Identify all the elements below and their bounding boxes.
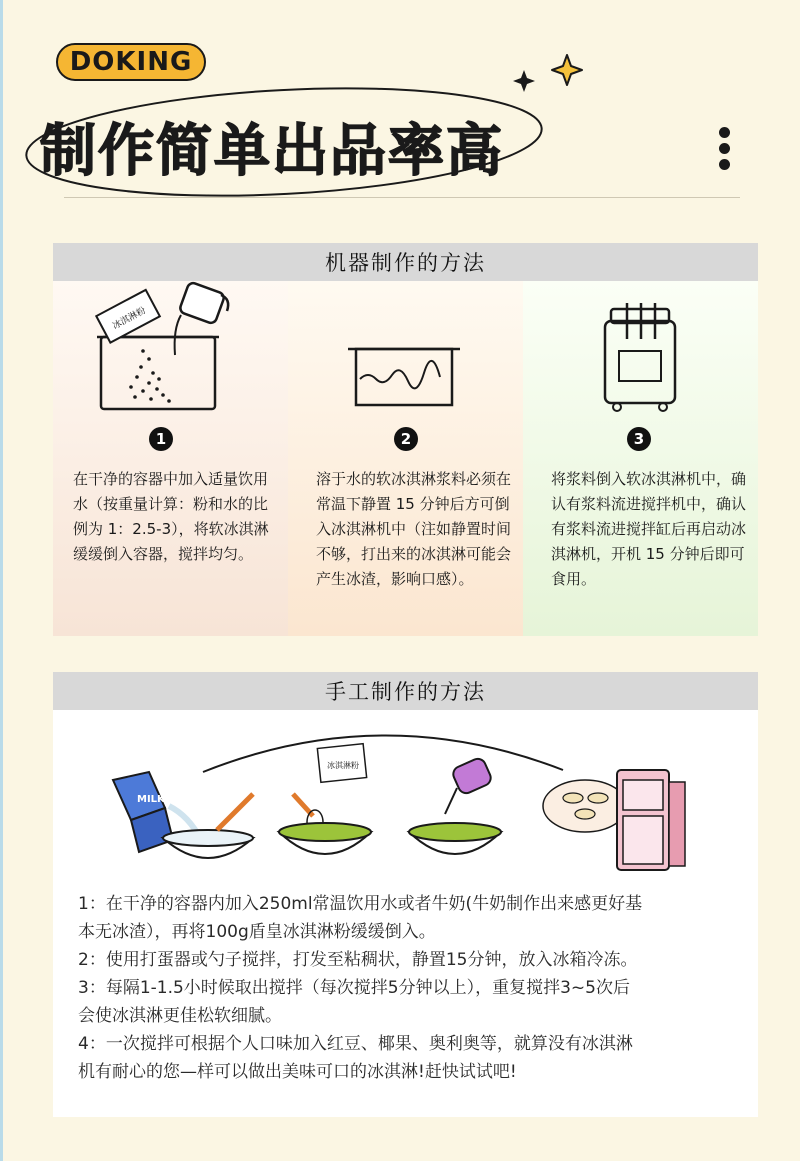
step-text-1: 在干净的容器中加入适量饮用水（按重量计算：粉和水的比例为 1：2.5-3），将软冰淇淋缓缓倒入容器，搅拌均匀。: [73, 470, 269, 563]
freezer-icon: [617, 770, 685, 870]
manual-method-title: 手工制作的方法: [53, 672, 758, 710]
machine-steps: [53, 281, 758, 636]
bowl-green-icon: [279, 823, 371, 854]
manual-steps-illustration: [53, 710, 758, 880]
bowl-green-icon-2: [409, 823, 501, 854]
machine-method-card: [53, 243, 758, 636]
milk-label: MILK: [137, 794, 165, 805]
divider: [64, 197, 740, 198]
instruction-line: 4：一次搅拌可根据个人口味加入红豆、椰果、奥利奥等，就算没有冰淇淋: [78, 1034, 633, 1054]
container-icon: [288, 281, 523, 421]
step-number-1: 1: [149, 427, 173, 451]
sparkle-icon: [513, 55, 582, 92]
cups-icon: [543, 780, 627, 832]
instruction-line: 本无冰渣），再将100g盾皇冰淇淋粉缓缓倒入。: [78, 922, 436, 942]
powder-packet-icon: [317, 744, 366, 783]
brand-name: DOKING: [69, 47, 193, 77]
machine-method-title: 机器制作的方法: [53, 243, 758, 281]
step-number-2: 2: [394, 427, 418, 451]
pot-icon: [53, 281, 288, 421]
packet-label-hand: 冰淇淋粉: [327, 761, 359, 770]
page-headline: 制作简单出品率高: [40, 119, 504, 184]
instruction-line: 机有耐心的您—样可以做出美味可口的冰淇淋!赶快试试吧!: [78, 1062, 517, 1082]
left-edge-strip: [0, 0, 3, 1161]
machine-step-2: [288, 281, 523, 636]
pitcher-icon: [175, 281, 229, 355]
instruction-line: 2：使用打蛋器或勺子搅拌，打发至粘稠状，静置15分钟，放入冰箱冷冻。: [78, 950, 638, 970]
instruction-line: 1：在干净的容器内加入250ml常温饮用水或者牛奶(牛奶制作出来感更好基: [78, 894, 643, 914]
step-text-2: 溶于水的软冰淇淋浆料必须在常温下静置 15 分钟后方可倒入冰淇淋机中（注如静置时间不够，打出来的冰淇淋可能会产生冰渣，影响口感）。: [316, 470, 512, 588]
packet-label: 冰淇淋粉: [111, 306, 148, 332]
more-vert-icon: [719, 127, 733, 175]
hand-mixer-icon: [445, 756, 493, 814]
step-text-3: 将浆料倒入软冰淇淋机中，确认有浆料流进搅拌机中，确认有浆料流进搅拌缸后再启动冰淇淋机，开机 15 分钟后即可食用。: [551, 470, 747, 588]
instruction-line: 会使冰淇淋更佳松软细腻。: [78, 1006, 282, 1026]
manual-instructions: [78, 890, 738, 1086]
ice-cream-machine-icon: [523, 281, 758, 421]
manual-method-card: [53, 672, 758, 1117]
instruction-line: 3：每隔1-1.5小时候取出搅拌（每次搅拌5分钟以上），重复搅拌3~5次后: [78, 978, 630, 998]
machine-step-3: [523, 281, 758, 636]
step-number-3: 3: [627, 427, 651, 451]
brand-logo: [56, 43, 206, 81]
machine-step-1: [53, 281, 288, 636]
bowl-icon: [163, 830, 253, 858]
